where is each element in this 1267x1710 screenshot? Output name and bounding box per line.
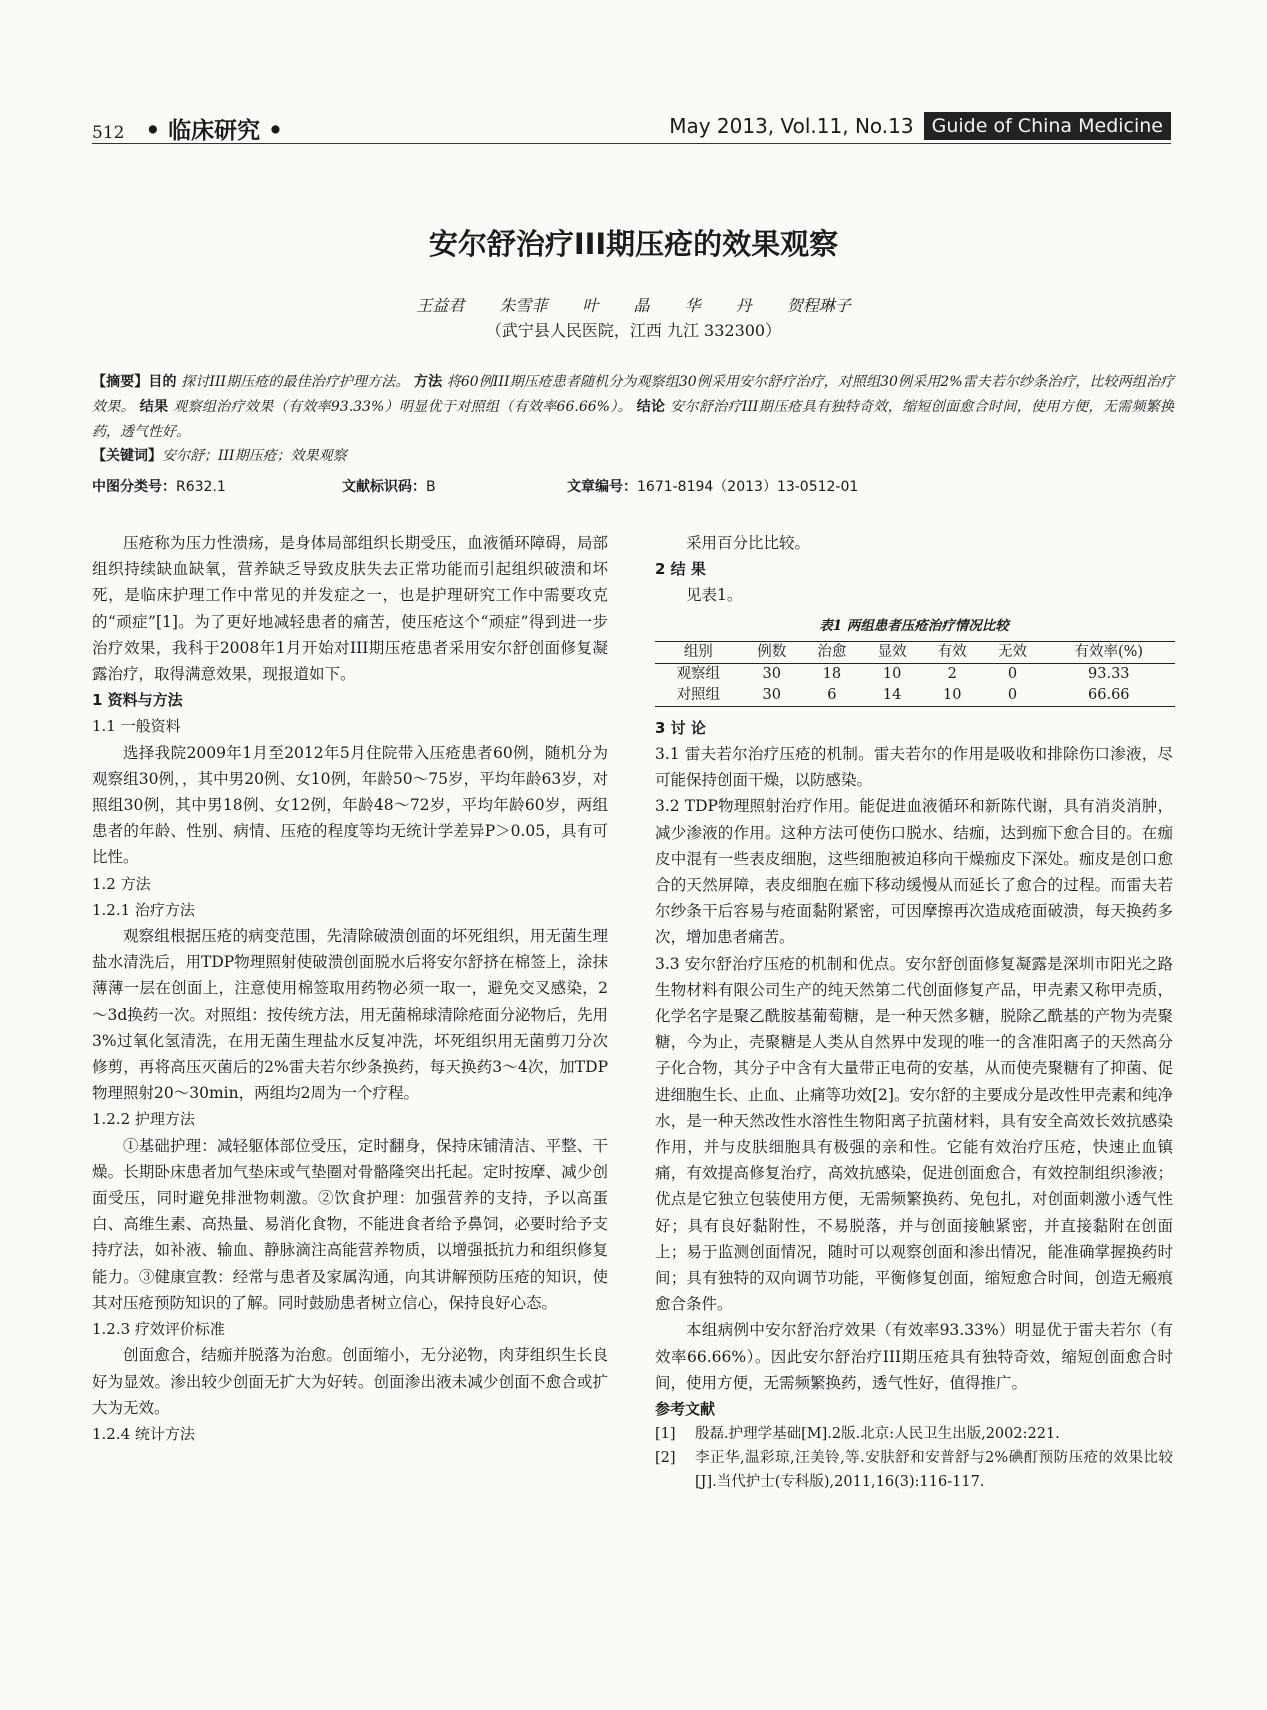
journal-name: Guide of China Medicine — [924, 112, 1171, 140]
table-cell: 观察组 — [676, 665, 721, 682]
doc-label: 文献标识码： — [342, 479, 426, 495]
result-label: 结果 — [139, 399, 169, 415]
table-header-cell: 有效率(%) — [1074, 643, 1144, 660]
section-heading: 2 结 果 — [655, 560, 706, 579]
table-header-cell: 无效 — [997, 643, 1027, 660]
result-text: 观察组治疗效果（有效率93.33%）明显优于对照组（有效率66.66%）。 — [173, 399, 632, 415]
method-label: 方法 — [414, 374, 443, 390]
table-header-cell: 治愈 — [817, 643, 847, 660]
reference-text: 李正华,温彩琼,汪美铃,等.安肤舒和安普舒与2%碘酊预防压疮的效果比较[J].当代护士(专科版),2011,16(3):116-117. — [695, 1450, 1173, 1491]
section-heading: 3 讨 论 — [655, 718, 706, 737]
table-cell: 30 — [762, 665, 781, 682]
body-paragraph: 观察组根据压疮的病变范围，先清除破溃创面的坏死组织，用无菌生理盐水清洗后，用TDP物理照射使破溃创面脱水后将安尔舒挤在棉签上，涂抹薄薄一层在创面上，注意使用棉签取用药物必须一取一，避免交叉感染，2～3d换药一次。对照组：按传统方法，用无菌棉球清除疮面分泌物后，先用3%过氧化氢清洗，在用无菌生理盐水反复冲洗，坏死组织用无菌剪刀分次修剪，再将高压灭菌后的2%雷夫若尔纱条换药，每天换药3～4次，加TDP物理照射20～30min，两组均2周为一个疗程。 — [92, 927, 608, 1103]
table-cell: 93.33 — [1088, 665, 1130, 682]
reference-text: 殷磊.护理学基础[M].2版.北京:人民卫生出版,2002:221. — [695, 1426, 1060, 1443]
body-paragraph: 选择我院2009年1月至2012年5月住院带入压疮患者60例，随机分为观察组30例，，其中男20例、女10例，年龄50～75岁，平均年龄63岁，对照组30例，其中男18例、女12例，年龄48～72岁，平均年龄60岁，两组患者的年龄、性别、病情、压疮的程度等均无统计学差异P＞0.05，具有可比性。 — [92, 743, 608, 867]
reference-number: [1] — [655, 1426, 676, 1443]
reference-item — [655, 1422, 1173, 1446]
issue-info: May 2013, Vol.11, No.13 — [669, 114, 914, 138]
clc-label: 中图分类号： — [92, 479, 176, 495]
body-paragraph: 本组病例中安尔舒治疗效果（有效率93.33%）明显优于雷夫若尔（有效率66.66%）。因此安尔舒治疗III期压疮具有独特奇效，缩短创面愈合时间，使用方便，无需频繁换药，透气性好，值得推广。 — [655, 1321, 1173, 1392]
subsection-heading: 1.2.2 护理方法 — [92, 1110, 195, 1129]
subsection-heading: 1.2.4 统计方法 — [92, 1424, 195, 1443]
table-cell: 18 — [822, 665, 842, 682]
affiliation: （武宁县人民医院，江西 九江 332300） — [485, 321, 782, 340]
table-header-cell: 组别 — [683, 643, 713, 660]
table-cell: 10 — [943, 686, 962, 703]
article-value: 1671-8194（2013）13-0512-01 — [637, 479, 859, 495]
reference-item — [655, 1446, 1173, 1494]
body-paragraph: 见表1。 — [686, 586, 743, 605]
clc-code — [92, 476, 226, 496]
article-title: 安尔舒治疗III期压疮的效果观察 — [428, 227, 839, 261]
subsection-heading: 1.1 一般资料 — [92, 717, 181, 736]
intro-paragraph: 压疮称为压力性溃疡，是身体局部组织长期受压，血液循环障碍，局部组织持续缺血缺氧，营养缺乏导致皮肤失去正常功能而引起组织破溃和坏死，是临床护理工作中常见的并发症之一，也是护理研究工作中需要攻克的“顽症”[1]。为了更好地减轻患者的痛苦，使压疮这个“顽症”得到进一步治疗效果，我科于2008年1月开始对III期压疮患者采用安尔舒创面修复凝露治疗，取得满意效果，现报道如下。 — [92, 534, 608, 684]
doc-value: B — [426, 479, 436, 495]
purpose-text: 探讨III期压疮的最佳治疗护理方法。 — [181, 374, 410, 390]
table-header-cell: 有效 — [937, 643, 967, 660]
references-heading: 参考文献 — [655, 1400, 716, 1419]
doc-code — [342, 476, 436, 496]
table-row — [655, 663, 1175, 685]
body-paragraph: ①基础护理：减轻躯体部位受压，定时翻身，保持床铺清洁、平整、干燥。长期卧床患者加气垫床或气垫圈对骨骼隆突出托起。定时按摩、减少创面受压，同时避免排泄物刺激。②饮食护理：加强营养的支持，予以高蛋白、高维生素、高热量、易消化食物，不能进食者给予鼻饲，必要时给予支持疗法，如补液、输血、静脉滴注高能营养物质，以增强抵抗力和组织修复能力。③健康宣教：经常与患者及家属沟通，向其讲解预防压疮的知识，使其对压疮预防知识的了解。同时鼓励患者树立信心，保持良好心态。 — [92, 1136, 608, 1312]
body-paragraph: 3.3 安尔舒治疗压疮的机制和优点。安尔舒创面修复凝露是深圳市阳光之路生物材料有限公司生产的纯天然第二代创面修复产品，甲壳素又称甲壳质，化学名字是聚乙酰胺基葡萄糖，是一种天然多糖，脱除乙酰基的产物为壳聚糖，今为止，壳聚糖是人类从自然界中发现的唯一的含准阳离子的天然高分子化合物，其分子中含有大量带正电荷的安基，从而使壳聚糖有了抑菌、促进细胞生长、止血、止痛等功效[2]。安尔舒的主要成分是改性甲壳素和纯净水，是一种天然改性水溶性生物阳离子抗菌材料，具有安全高效长效抗感染作用，并与皮肤细胞具有极强的亲和性。它能有效治疗压疮，快速止血镇痛，有效提高修复治疗，高效抗感染，促进创面愈合，有效控制组织渗液；优点是它独立包装使用方便，无需频繁换药、免包扎，对创面刺激小透气性好；具有良好黏附性，不易脱落，并与创面接触紧密，并直接黏附在创面上；易于监测创面情况，随时可以观察创面和渗出情况，能准确掌握换药时间；具有独特的双向调节功能，平衡修复创面，缩短愈合时间，创造无瘢痕愈合条件。 — [655, 954, 1173, 1314]
subsection-heading: 1.2 方法 — [92, 874, 151, 893]
table-cell: 14 — [882, 686, 902, 703]
body-paragraph: 3.1 雷夫若尔治疗压疮的机制。雷夫若尔的作用是吸收和排除伤口渗液，尽可能保持创面干燥，以防感染。 — [655, 745, 1173, 790]
table-header-row — [655, 641, 1175, 663]
table-cell: 0 — [1007, 686, 1018, 703]
left-column — [92, 530, 608, 1447]
table-cell: 10 — [882, 665, 902, 682]
table-cell: 6 — [827, 686, 837, 703]
table-row — [655, 685, 1175, 707]
conclusion-label: 结论 — [636, 399, 666, 415]
abstract-label: 【摘要】 — [92, 374, 149, 390]
running-header-right — [669, 112, 1171, 140]
body-paragraph: 3.2 TDP物理照射治疗作用。能促进血液循环和新陈代谢，具有消炎消肿，减少渗液的作用。这种方法可使伤口脱水、结痂，达到痂下愈合目的。在痂皮中混有一些表皮细胞，这些细胞被迫移向干燥痂皮下深处。痂皮是创口愈合的天然屏障，表皮细胞在痂下移动缓慢从而延长了愈合的过程。而雷夫若尔纱条干后容易与疮面黏附紧密，可因摩擦再次造成疮面破溃，每天换药多次，增加患者痛苦。 — [655, 797, 1173, 947]
clc-value: R632.1 — [176, 479, 226, 495]
body-paragraph: 创面愈合，结痂并脱落为治愈。创面缩小，无分泌物，肉芽组织生长良好为显效。渗出较少创面无扩大为好转。创面渗出液未减少创面不愈合或扩大为无效。 — [92, 1346, 608, 1417]
page-number: 512 — [92, 123, 125, 143]
table-cell: 66.66 — [1088, 686, 1130, 703]
purpose-label: 目的 — [148, 374, 177, 390]
reference-number: [2] — [655, 1450, 676, 1467]
keywords — [92, 445, 347, 465]
subsection-heading: 1.2.1 治疗方法 — [92, 900, 195, 919]
body-paragraph: 采用百分比比较。 — [686, 534, 811, 552]
table-cell: 对照组 — [676, 686, 721, 703]
table-header-cell: 显效 — [877, 643, 907, 660]
method-text: 将60例III期压疮患者随机分为观察组30例采用安尔舒疗治疗，对照组30例采用2%雷夫若尔纱条治疗，比较两组治疗效果。 — [92, 374, 1175, 415]
running-header-left — [92, 112, 283, 145]
article-label: 文章编号： — [567, 479, 637, 495]
subsection-heading: 1.2.3 疗效评价标准 — [92, 1320, 225, 1339]
article-code — [567, 476, 858, 496]
table-caption: 表1 两组患者压疮治疗情况比较 — [819, 617, 1009, 634]
table-header-cell: 例数 — [757, 643, 787, 660]
results-table — [655, 641, 1175, 707]
section-heading: 1 资料与方法 — [92, 691, 183, 710]
author-list: 王益君 朱雪菲 叶 晶 华 丹 贺程琳子 — [416, 296, 851, 315]
header-rule — [92, 143, 1171, 144]
abstract — [92, 370, 1174, 445]
table-cell: 2 — [947, 665, 957, 682]
table-cell: 30 — [762, 686, 781, 703]
keywords-text: 安尔舒；III期压疮；效果观察 — [162, 448, 347, 464]
keywords-label: 【关键词】 — [92, 448, 162, 464]
table-cell: 0 — [1007, 665, 1018, 682]
section-label: • 临床研究 • — [145, 117, 283, 144]
conclusion-text: 安尔舒治疗III期压疮具有独特奇效，缩短创面愈合时间，使用方便，无需频繁换药，透气性好。 — [92, 399, 1175, 440]
right-column — [655, 530, 1173, 1494]
